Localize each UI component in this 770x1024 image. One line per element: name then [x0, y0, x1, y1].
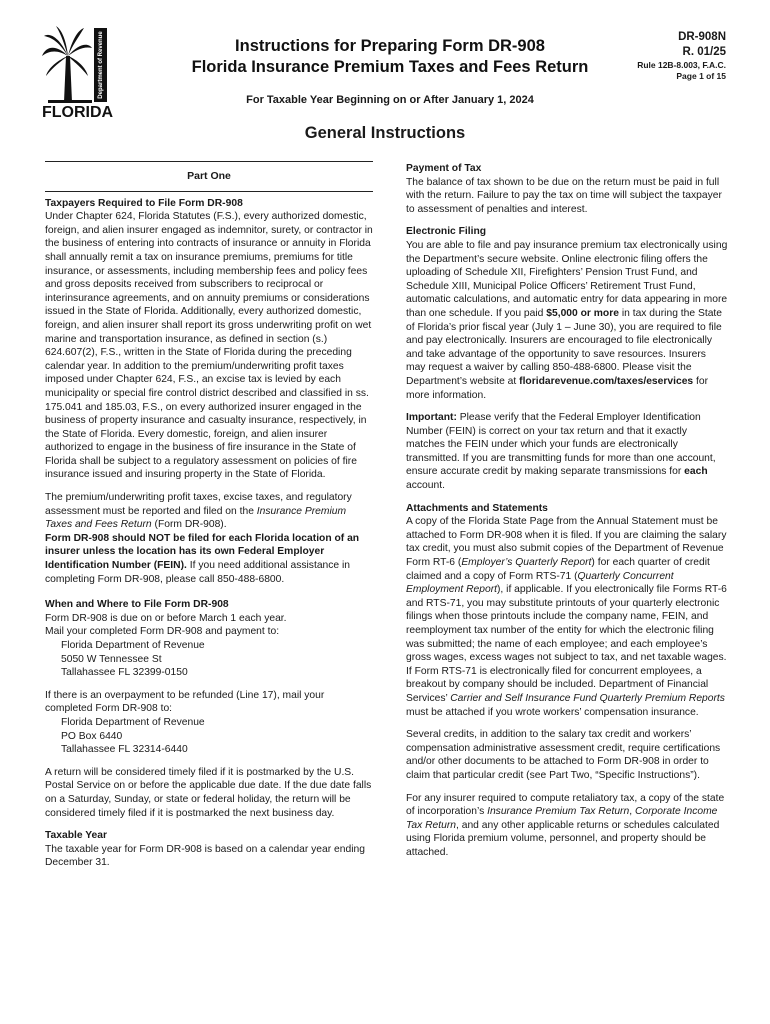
left-column [45, 161, 373, 879]
section-body: Under Chapter 624, Florida Statutes (F.S.), every authorized domestic, foreign, and alien insurer engaged as indemnitor, surety, or contractor in the business of entering into contracts of insurance or annuity in Florida shall annually remit a tax on insurance premiums, premiums for title insurance, or assessments, including membership fees and policy fees and gross deposits received from subscribers to reciprocal or interinsurance agreements, and on annuity premiums or considerations issued in the State of Florida. Additionally, every authorized domestic, foreign, and alien insurer shall report its gross underwriting profit on wet marine and transportation insurance, as defined in section (s.) 624.607(2), F.S., written in the State of Florida during the preceding calendar year. In addition to the premium/underwriting profit taxes imposed under Chapter 624, F.S., an excise tax is levied by each municipality or special fire control district described and classified in ss. 175.041 and 185.03, F.S., on every authorized insurer engaged in the business of property insurance and casualty insurance, respectively, in the State of Florida. Every domestic, foreign, and alien insurer authorized to engage in the business of fire insurance in the State of Florida shall be subject to a regulatory assessment on policies of fire insurance issued and insuring property in the State of Florida. [45, 211, 373, 481]
section-when-where: When and Where to File Form DR-908 Form DR-908 is due on or before March 1 each year. Mail your completed Form DR-908 and payment to: Florida Department of Revenue 5050 W Tennessee St Tallahassee FL 32399-0150 [45, 598, 373, 680]
document-subtitle: For Taxable Year Beginning on or After January 1, 2024 [246, 94, 534, 106]
section-heading: Taxable Year [45, 830, 108, 842]
section-important: Important: Please verify that the Federal Employer Identification Number (FEIN) is correct on your tax return and that it exactly matches the FEIN under which your funds are electronically transmitted. If you are transmitting funds for more than one account, ensure accurate credit by making separate transmissions for each account. [406, 412, 716, 492]
fein-notice: Form DR-908 should NOT be filed for each Florida location of an insurer unless the location has its own Federal Employer Identification Number (FEIN). [45, 532, 360, 572]
florida-wordmark: FLORIDA [42, 104, 114, 121]
page-number: Page 1 of 15 [676, 71, 726, 81]
eservices-link[interactable]: floridarevenue.com/taxes/eservices [519, 375, 694, 387]
section-heading: Taxpayers Required to File Form DR-908 [45, 197, 243, 209]
section-retaliatory-tax: For any insurer required to compute retaliatory tax, a copy of the state of incorporation’s Insurance Premium Tax Return, Corporate Income Tax Return, and any other applicable returns or schedules calculated using Florida premium volume, personnel, and property should be attached. [406, 792, 725, 858]
part-divider-bottom [45, 191, 373, 192]
section-heading: When and Where to File Form DR-908 [45, 599, 229, 611]
general-instructions-title: General Instructions [304, 124, 466, 142]
section-overpayment: If there is an overpayment to be refunded (Line 17), mail your completed Form DR-908 to: Florida Department of Revenue PO Box 6440 Tallahassee FL 32314-6440 [45, 689, 373, 757]
section-heading: Attachments and Statements [406, 502, 548, 514]
document-title-line1: Instructions for Preparing Form DR-908 [235, 37, 545, 55]
section-taxpayers [45, 197, 373, 482]
form-revision: R. 01/25 [682, 46, 726, 58]
florida-dor-logo [42, 26, 114, 121]
section-electronic-filing: Electronic Filing You are able to file and pay insurance premium tax electronically using the Department’s secure website. Online electronic filing offers the uploading of Schedule XII, Firefighters’ Pension Trust Fund, and Schedule XIII, Municipal Police Officers’ Retirement Trust Fund, automatic calculations, and automatic entry for data appearing in more than one schedule. If you paid $5,000 or more in tax during the State of Florida’s prior fiscal year (July 1 – June 30), you are required to file and pay electronically. Insurers are encouraged to file electronically and take advantage of the opportunity to save resources. Insurers may request a waiver by calling 850-488-6800. Please visit the Department’s website at floridarevenue.com/taxes/eservices for more information. [406, 226, 728, 401]
section-timely-filed: A return will be considered timely filed if it is postmarked by the U.S. Postal Service on or before the applicable due date. If the due date falls on a Saturday, Sunday, or state or federal holiday, the return will be considered timely filed if it is postmarked the next business day. [45, 766, 372, 819]
dept-of-revenue-label: Department of Revenue [98, 31, 104, 99]
section-attachments: Attachments and Statements A copy of the Florida State Page from the Annual Statement must be attached to Form DR-908 when it is filed. If you are claiming the salary tax credit, you must also submit copies of the Department of Revenue Form RT-6 (Employer’s Quarterly Report) for each quarter of credit claimed and a copy of Form RTS-71 (Quarterly Concurrent Employment Report), if applicable. If you electronically file Forms RT-6 and RTS-71, you may substitute printouts of your quarterly electronic filings when those printouts include the company name, FEIN, and reemployment tax number of the entity for which the electronic filing was submitted; the name of each employee; and each employee’s gross wages, excess wages not subject to tax, and net taxable wages. If Form RTS-71 is electronically filed for concurrent employees, a breakout by company should be included. Department of Financial Services’ Carrier and Self Insurance Fund Quarterly Premium Reports must be attached if you wrote workers’ compensation insurance. [406, 502, 727, 718]
refund-address: Florida Department of Revenue PO Box 6440 Tallahassee FL 32314-6440 [61, 716, 205, 756]
section-heading: Payment of Tax [406, 163, 482, 174]
section-taxable-year: Taxable Year The taxable year for Form DR-908 is based on a calendar year ending December 31. [45, 829, 373, 870]
part-one-label: Part One [187, 170, 231, 182]
section-heading: Electronic Filing [406, 226, 487, 238]
document-header [160, 36, 620, 106]
mailing-address: Florida Department of Revenue 5050 W Tennessee St Tallahassee FL 32399-0150 [61, 640, 205, 679]
form-number: DR-908N [678, 31, 726, 43]
section-payment: Payment of Tax The balance of tax shown to be due on the return must be paid in full with the return. Failure to pay the tax on time will subject the taxpayer to assessment of penalties and interest. [406, 162, 728, 216]
section-reporting: The premium/underwriting profit taxes, excise taxes, and regulatory assessment must be reported and filed on the Insurance Premium Taxes and Fees Return (Form DR-908). Form DR-908 should NOT be filed for each Florida location of an insurer unless the location has its own Federal Employer Identification Number (FEIN). If you need additional assistance in completing Form DR-908, please call 850-488-6800. [45, 492, 360, 585]
form-id-block [637, 30, 726, 82]
section-credits: Several credits, in addition to the salary tax credit and workers’ compensation administrative assessment credit, require certifications and/or other documents to be attached to Form DR-908 in order to claim that particular credit (see Part Two, “Specific Instructions”). [406, 729, 721, 781]
right-column [406, 162, 728, 869]
document-title-line2: Florida Insurance Premium Taxes and Fees Return [191, 58, 589, 76]
form-rule: Rule 12B-8.003, F.A.C. [637, 60, 726, 70]
